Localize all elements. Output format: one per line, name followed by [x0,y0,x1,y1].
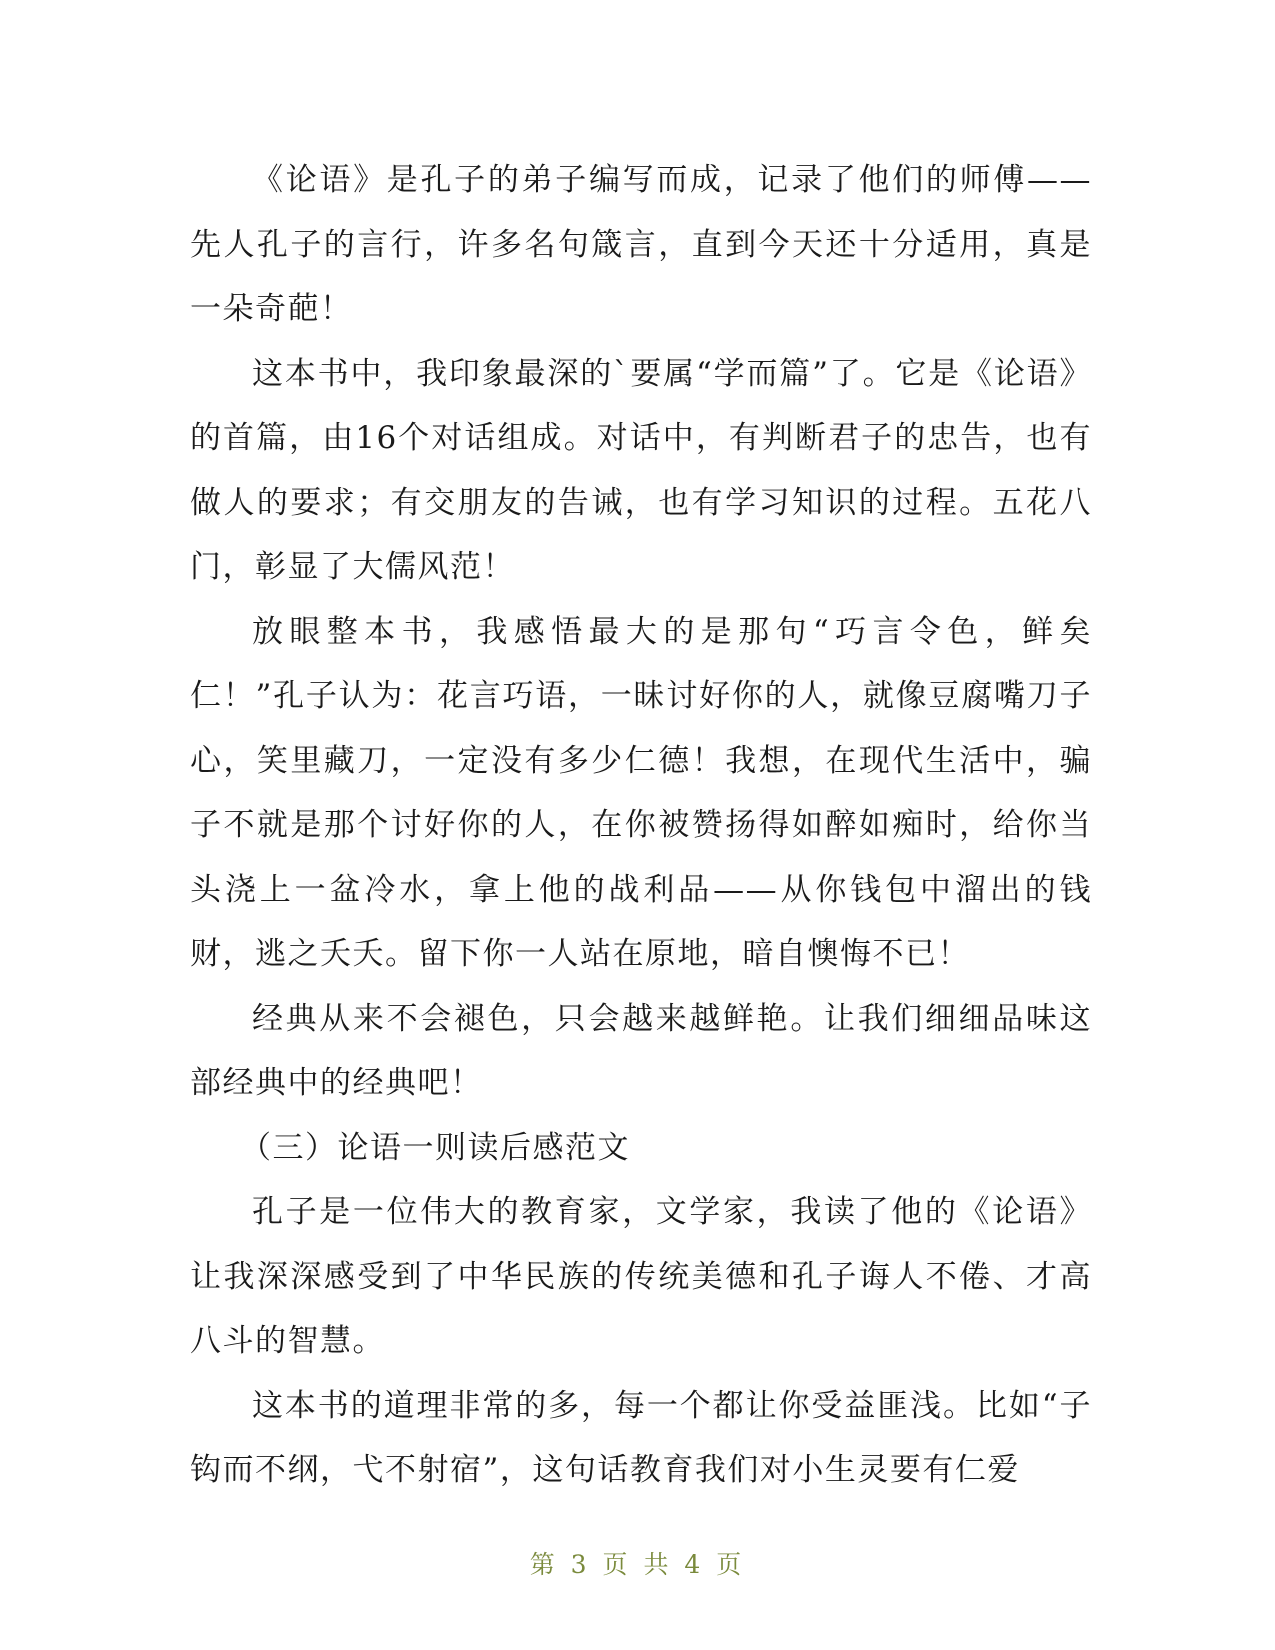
paragraph: 这本书的道理非常的多，每一个都让你受益匪浅。比如“子钩而不纲，弋不射宿”，这句话教育我们对小生灵要有仁爱 [190,1387,1092,1488]
page-footer: 第 3 页 共 4 页 [529,1550,746,1579]
paragraph: 放眼整本书，我感悟最大的是那句“巧言令色，鲜矣仁！”孔子认为：花言巧语，一昧讨好你的人，就像豆腐嘴刀子心，笑里藏刀，一定没有多少仁德！我想，在现代生活中，骗子不就是那个讨好你的人，在你被赞扬得如醉如痴时，给你当头浇上一盆冷水，拿上他的战利品——从你钱包中溜出的钱财，逃之夭夭。留下你一人站在原地，暗自懊悔不已！ [190,613,1092,972]
paragraph: 《论语》是孔子的弟子编写而成，记录了他们的师傅——先人孔子的言行，许多名句箴言，直到今天还十分适用，真是一朵奇葩！ [190,162,1092,327]
paragraph: 这本书中，我印象最深的`要属“学而篇”了。它是《论语》的首篇，由16个对话组成。对话中，有判断君子的忠告，也有做人的要求；有交朋友的告诫，也有学习知识的过程。五花八门，彰显了大儒风范！ [190,355,1092,585]
paragraph: 孔子是一位伟大的教育家，文学家，我读了他的《论语》让我深深感受到了中华民族的传统美德和孔子诲人不倦、才高八斗的智慧。 [190,1194,1092,1359]
section-heading: （三）论语一则读后感范文 [240,1129,630,1166]
paragraph: 经典从来不会褪色，只会越来越鲜艳。让我们细细品味这部经典中的经典吧！ [190,1000,1092,1101]
page-body [190,148,1092,1503]
